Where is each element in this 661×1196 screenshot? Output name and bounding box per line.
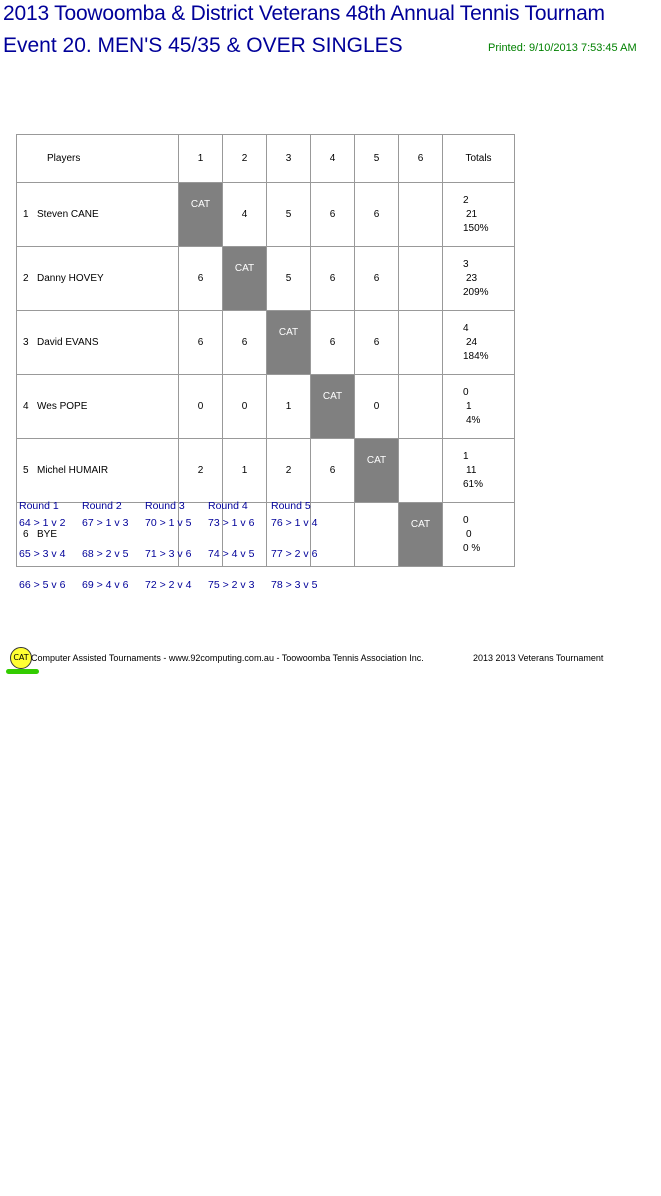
games-won: 24 xyxy=(466,336,478,348)
player-name: Steven CANE xyxy=(37,209,99,220)
cat-cell: CAT xyxy=(399,503,443,567)
matches-won: 0 xyxy=(463,514,469,526)
round-label: Round 2 xyxy=(82,500,122,512)
score-cell: 6 xyxy=(311,183,355,247)
player-name-cell xyxy=(17,311,179,375)
matches-won: 3 xyxy=(463,258,469,270)
round-label: Round 3 xyxy=(145,500,185,512)
match-entry: 67 > 1 v 3 xyxy=(82,517,129,529)
totals-cell xyxy=(443,183,515,247)
page-title: 2013 Toowoomba & District Veterans 48th Annual Tennis Tournam xyxy=(3,2,605,25)
percentage: 184% xyxy=(463,350,489,362)
player-number: 2 xyxy=(23,273,29,284)
player-row xyxy=(17,375,515,439)
match-entry: 73 > 1 v 6 xyxy=(208,517,255,529)
match-entry: 66 > 5 v 6 xyxy=(19,579,66,591)
logo-underline xyxy=(6,669,39,674)
score-cell: 2 xyxy=(267,439,311,503)
games-won: 21 xyxy=(466,208,478,220)
totals-header: Totals xyxy=(443,135,515,183)
match-entry: 77 > 2 v 6 xyxy=(271,548,318,560)
totals-cell xyxy=(443,439,515,503)
percentage: 61% xyxy=(463,478,484,490)
score-cell: 6 xyxy=(179,247,223,311)
match-entry: 78 > 3 v 5 xyxy=(271,579,318,591)
cat-cell: CAT xyxy=(267,311,311,375)
score-cell: 0 xyxy=(223,375,267,439)
score-cell: 6 xyxy=(179,311,223,375)
games-won: 11 xyxy=(466,464,477,476)
matches-won: 0 xyxy=(463,386,469,398)
player-number: 4 xyxy=(23,401,29,412)
round-label: Round 5 xyxy=(271,500,311,512)
column-header-3: 3 xyxy=(267,135,311,183)
score-cell: 4 xyxy=(223,183,267,247)
score-cell: 6 xyxy=(355,311,399,375)
footer-credit: Computer Assisted Tournaments - www.92computing.com.au - Toowoomba Tennis Association Inc. xyxy=(31,653,424,663)
footer-tournament: 2013 2013 Veterans Tournament xyxy=(473,653,604,663)
score-cell xyxy=(399,247,443,311)
score-cell: 1 xyxy=(267,375,311,439)
match-entry: 68 > 2 v 5 xyxy=(82,548,129,560)
score-cell xyxy=(399,439,443,503)
player-number: 6 xyxy=(23,529,29,540)
event-title: Event 20. MEN'S 45/35 & OVER SINGLES xyxy=(3,34,403,57)
player-name: BYE xyxy=(37,529,58,540)
percentage: 4% xyxy=(466,414,481,426)
totals-cell xyxy=(443,247,515,311)
totals-cell xyxy=(443,311,515,375)
cat-cell: CAT xyxy=(223,247,267,311)
games-won: 23 xyxy=(466,272,478,284)
player-name-cell xyxy=(17,183,179,247)
matches-won: 1 xyxy=(463,450,469,462)
round-label: Round 4 xyxy=(208,500,248,512)
matches-won: 4 xyxy=(463,322,469,334)
column-header-1: 1 xyxy=(179,135,223,183)
column-header-5: 5 xyxy=(355,135,399,183)
score-cell xyxy=(399,183,443,247)
score-cell xyxy=(399,311,443,375)
match-entry: 74 > 4 v 5 xyxy=(208,548,255,560)
score-cell: 6 xyxy=(311,439,355,503)
player-row xyxy=(17,247,515,311)
score-cell xyxy=(399,375,443,439)
match-entry: 72 > 2 v 4 xyxy=(145,579,192,591)
score-cell: 5 xyxy=(267,183,311,247)
score-cell: 6 xyxy=(223,311,267,375)
player-name-cell xyxy=(17,439,179,503)
score-cell: 2 xyxy=(179,439,223,503)
player-name: Danny HOVEY xyxy=(37,273,104,284)
players-header: Players xyxy=(17,135,179,183)
match-entry: 65 > 3 v 4 xyxy=(19,548,66,560)
games-won: 1 xyxy=(466,400,472,412)
player-number: 3 xyxy=(23,337,29,348)
score-cell: 5 xyxy=(267,247,311,311)
player-row xyxy=(17,439,515,503)
match-entry: 70 > 1 v 5 xyxy=(145,517,192,529)
score-cell: 6 xyxy=(311,311,355,375)
grid-header-row xyxy=(17,135,515,183)
match-entry: 64 > 1 v 2 xyxy=(19,517,66,529)
score-cell xyxy=(355,503,399,567)
totals-cell xyxy=(443,503,515,567)
score-cell: 1 xyxy=(223,439,267,503)
player-row xyxy=(17,183,515,247)
match-entry: 76 > 1 v 4 xyxy=(271,517,318,529)
player-name: Michel HUMAIR xyxy=(37,465,109,476)
score-cell: 6 xyxy=(311,247,355,311)
match-entry: 75 > 2 v 3 xyxy=(208,579,255,591)
matches-won: 2 xyxy=(463,194,469,206)
score-cell: 6 xyxy=(355,183,399,247)
player-name-cell xyxy=(17,247,179,311)
player-name: David EVANS xyxy=(37,337,99,348)
cat-cell: CAT xyxy=(179,183,223,247)
games-won: 0 xyxy=(466,528,472,540)
percentage: 0 % xyxy=(463,542,481,554)
score-cell: 6 xyxy=(355,247,399,311)
column-header-4: 4 xyxy=(311,135,355,183)
player-number: 5 xyxy=(23,465,29,476)
score-cell: 0 xyxy=(179,375,223,439)
player-name: Wes POPE xyxy=(37,401,88,412)
printed-timestamp: Printed: 9/10/2013 7:53:45 AM xyxy=(488,42,637,54)
cat-cell: CAT xyxy=(311,375,355,439)
column-header-2: 2 xyxy=(223,135,267,183)
cat-logo-icon: CAT xyxy=(10,647,32,669)
round-label: Round 1 xyxy=(19,500,59,512)
player-name-cell xyxy=(17,375,179,439)
totals-cell xyxy=(443,375,515,439)
match-entry: 71 > 3 v 6 xyxy=(145,548,192,560)
match-entry: 69 > 4 v 6 xyxy=(82,579,129,591)
percentage: 150% xyxy=(463,222,489,234)
player-row xyxy=(17,311,515,375)
score-cell: 0 xyxy=(355,375,399,439)
player-number: 1 xyxy=(23,209,29,220)
percentage: 209% xyxy=(463,286,489,298)
column-header-6: 6 xyxy=(399,135,443,183)
cat-cell: CAT xyxy=(355,439,399,503)
